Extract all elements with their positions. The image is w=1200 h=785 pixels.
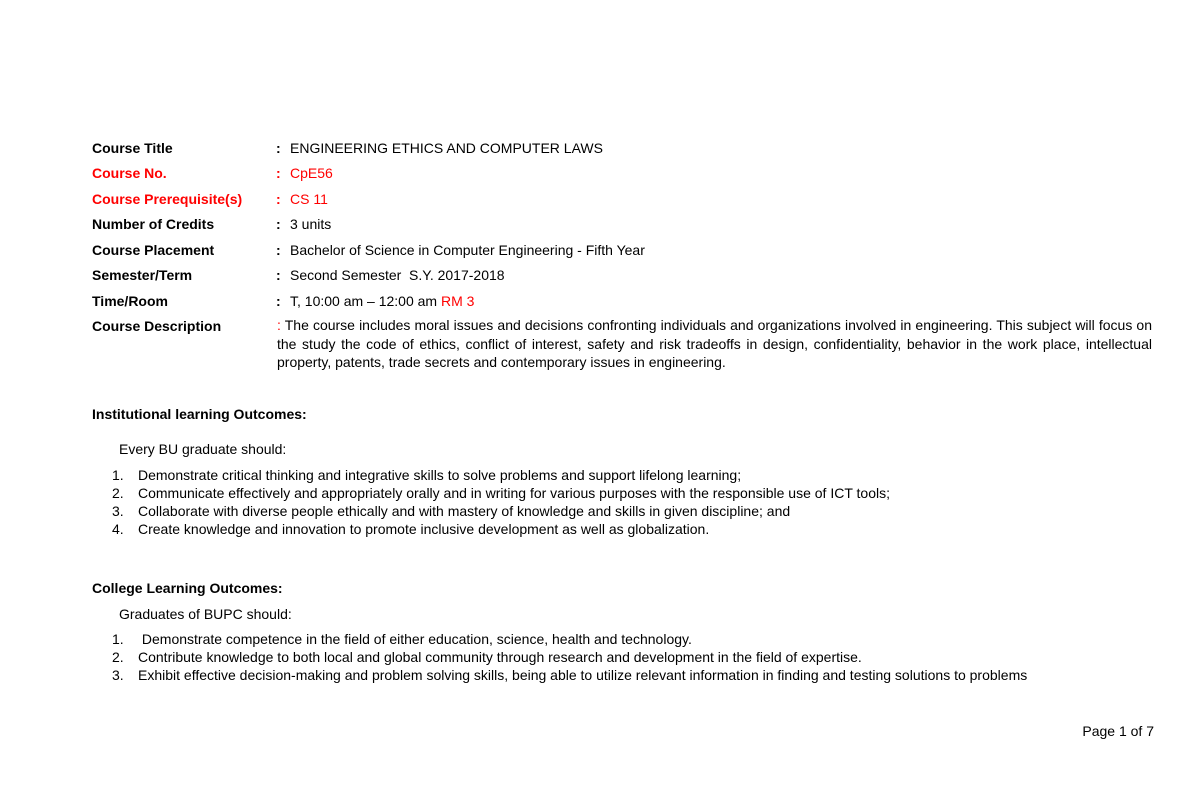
list-number: 3. — [112, 503, 124, 519]
course-description-body: The course includes moral issues and decisions confronting individuals and organizations involved in engineering. This subject will focus on the study the code of ethics, conflict of interest, safety and risk tradeoffs in design, confidentiality, behavior in the work place, intellectual property, patents, trade secrets and contemporary issues in engineering. — [277, 317, 1152, 370]
list-number: 3. — [112, 667, 124, 683]
course-prerequisite-value: CS 11 — [290, 191, 328, 207]
list-number: 2. — [112, 649, 124, 665]
list-text: Exhibit effective decision-making and problem solving skills, being able to utilize relevant information in finding and testing solutions to problems — [138, 667, 1028, 683]
list-number: 1. — [112, 631, 124, 647]
list-item — [112, 630, 692, 648]
credits-value: 3 units — [290, 216, 332, 232]
list-text: Create knowledge and innovation to promote inclusive development as well as globalization. — [138, 521, 710, 537]
course-placement-row — [92, 240, 1156, 260]
credits-row — [92, 214, 1156, 234]
course-description-text — [277, 316, 1152, 372]
list-text: Communicate effectively and appropriately orally and in writing for various purposes with the responsible use of ICT tools; — [138, 485, 890, 501]
colon: : — [276, 267, 281, 283]
course-no-row — [92, 163, 1156, 183]
colon: : — [276, 216, 281, 232]
list-item — [112, 666, 1027, 684]
time-room-row — [92, 291, 1156, 311]
course-title-value: ENGINEERING ETHICS AND COMPUTER LAWS — [290, 140, 603, 156]
list-item — [112, 648, 862, 666]
list-text: Contribute knowledge to both local and global community through research and development in the field of expertise. — [138, 649, 862, 665]
course-prerequisite-label: Course Prerequisite(s) — [92, 191, 243, 207]
course-prerequisite-row — [92, 189, 1156, 209]
page-number: Page 1 of 7 — [1082, 723, 1154, 739]
time-value: T, 10:00 am – 12:00 am — [290, 293, 441, 309]
list-text: Demonstrate competence in the field of either education, science, health and technology. — [138, 631, 692, 647]
semester-row — [92, 265, 1156, 285]
colon: : — [276, 191, 281, 207]
list-item — [112, 502, 790, 520]
list-item — [112, 466, 741, 484]
room-value: RM 3 — [440, 293, 475, 309]
course-placement-value: Bachelor of Science in Computer Engineering - Fifth Year — [290, 242, 645, 258]
list-number: 2. — [112, 485, 124, 501]
colon: : — [276, 242, 281, 258]
college-outcomes-intro: Graduates of BUPC should: — [119, 606, 292, 622]
list-text: Demonstrate critical thinking and integrative skills to solve problems and support lifelong learning; — [138, 467, 742, 483]
credits-label: Number of Credits — [92, 216, 215, 232]
time-room-value — [290, 291, 474, 311]
course-no-label: Course No. — [92, 165, 167, 181]
list-item — [112, 484, 890, 502]
college-outcomes-heading: College Learning Outcomes: — [92, 580, 283, 596]
list-number: 1. — [112, 467, 124, 483]
colon: : — [276, 140, 281, 156]
course-no-value: CpE56 — [290, 165, 333, 181]
list-number: 4. — [112, 521, 124, 537]
semester-value: Second Semester S.Y. 2017-2018 — [290, 267, 505, 283]
colon: : — [276, 293, 281, 309]
colon: : — [276, 165, 281, 181]
colon: : — [277, 317, 281, 333]
semester-label: Semester/Term — [92, 267, 193, 283]
list-text: Collaborate with diverse people ethically and with mastery of knowledge and skills in given discipline; and — [138, 503, 791, 519]
time-room-label: Time/Room — [92, 293, 168, 309]
course-title-row — [92, 138, 1156, 158]
course-title-label: Course Title — [92, 140, 173, 156]
institutional-outcomes-heading: Institutional learning Outcomes: — [92, 406, 307, 422]
course-description-label: Course Description — [92, 318, 222, 334]
list-item — [112, 520, 709, 538]
institutional-outcomes-intro: Every BU graduate should: — [119, 441, 287, 457]
course-placement-label: Course Placement — [92, 242, 215, 258]
